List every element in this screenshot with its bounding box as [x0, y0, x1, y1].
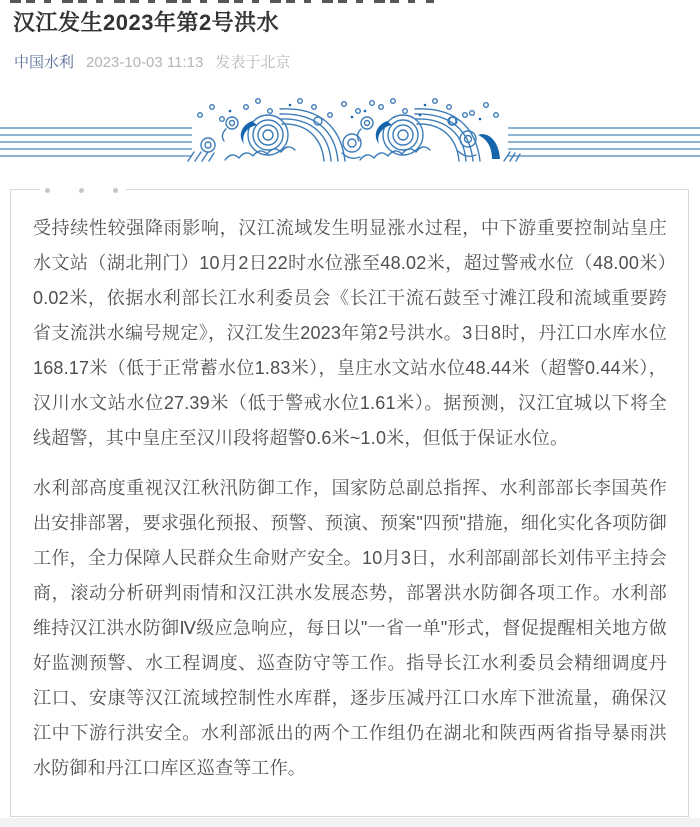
page-bottom-strip [0, 818, 700, 827]
page-title: 汉江发生2023年第2号洪水 [13, 10, 280, 35]
article-card [10, 189, 689, 817]
publish-location: 发表于北京 [215, 54, 291, 71]
dot-icon [113, 188, 118, 193]
publish-timestamp: 2023-10-03 11:13 [86, 54, 204, 71]
wave-banner-icon [0, 95, 700, 175]
card-top-dots [40, 186, 126, 194]
article-body [11, 190, 688, 786]
dot-icon [45, 188, 50, 193]
paragraph: 水利部高度重视汉江秋汛防御工作，国家防总副总指挥、水利部部长李国英作出安排部署，要求强化预报、预警、预演、预案"四预"措施，细化实化各项防御工作，全力保障人民群众生命财产安全。10月3日，水利部副部长刘伟平主持会商，滚动分析研判雨情和汉江洪水发展态势，部署洪水防御各项工作。水利部维持汉江洪水防御Ⅳ级应急响应，每日以"一省一单"形式，督促提醒相关地方做好监测预警、水工程调度、巡查防守等工作。指导长江水利委员会精细调度丹江口、安康等汉江流域控制性水库群，逐步压减丹江口水库下泄流量，确保汉江中下游行洪安全。水利部派出的两个工作组仍在湖北和陕西两省指导暴雨洪水防御和丹江口库区巡查等工作。 [33, 478, 667, 778]
account-name-link[interactable]: 中国水利 [14, 54, 75, 71]
dot-icon [79, 188, 84, 193]
byline [14, 53, 290, 73]
cropped-text-artifact [10, 0, 434, 3]
paragraph: 受持续性较强降雨影响，汉江流域发生明显涨水过程，中下游重要控制站皇庄水文站（湖北荆门）10月2日22时水位涨至48.02米，超过警戒水位（48.00米）0.02米，依据水利部长江水利委员会《长江干流石鼓至寸滩江段和流域重要跨省支流洪水编号规定》，汉江发生2023年第2号洪水。3日8时，丹江口水库水位168.17米（低于正常蓄水位1.83米），皇庄水文站水位48.44米（超警0.44米），汉川水文站水位27.39米（低于警戒水位1.61米）。据预测，汉江宜城以下将全线超警，其中皇庄至汉川段将超警0.6米~1.0米，但低于保证水位。 [33, 218, 667, 448]
